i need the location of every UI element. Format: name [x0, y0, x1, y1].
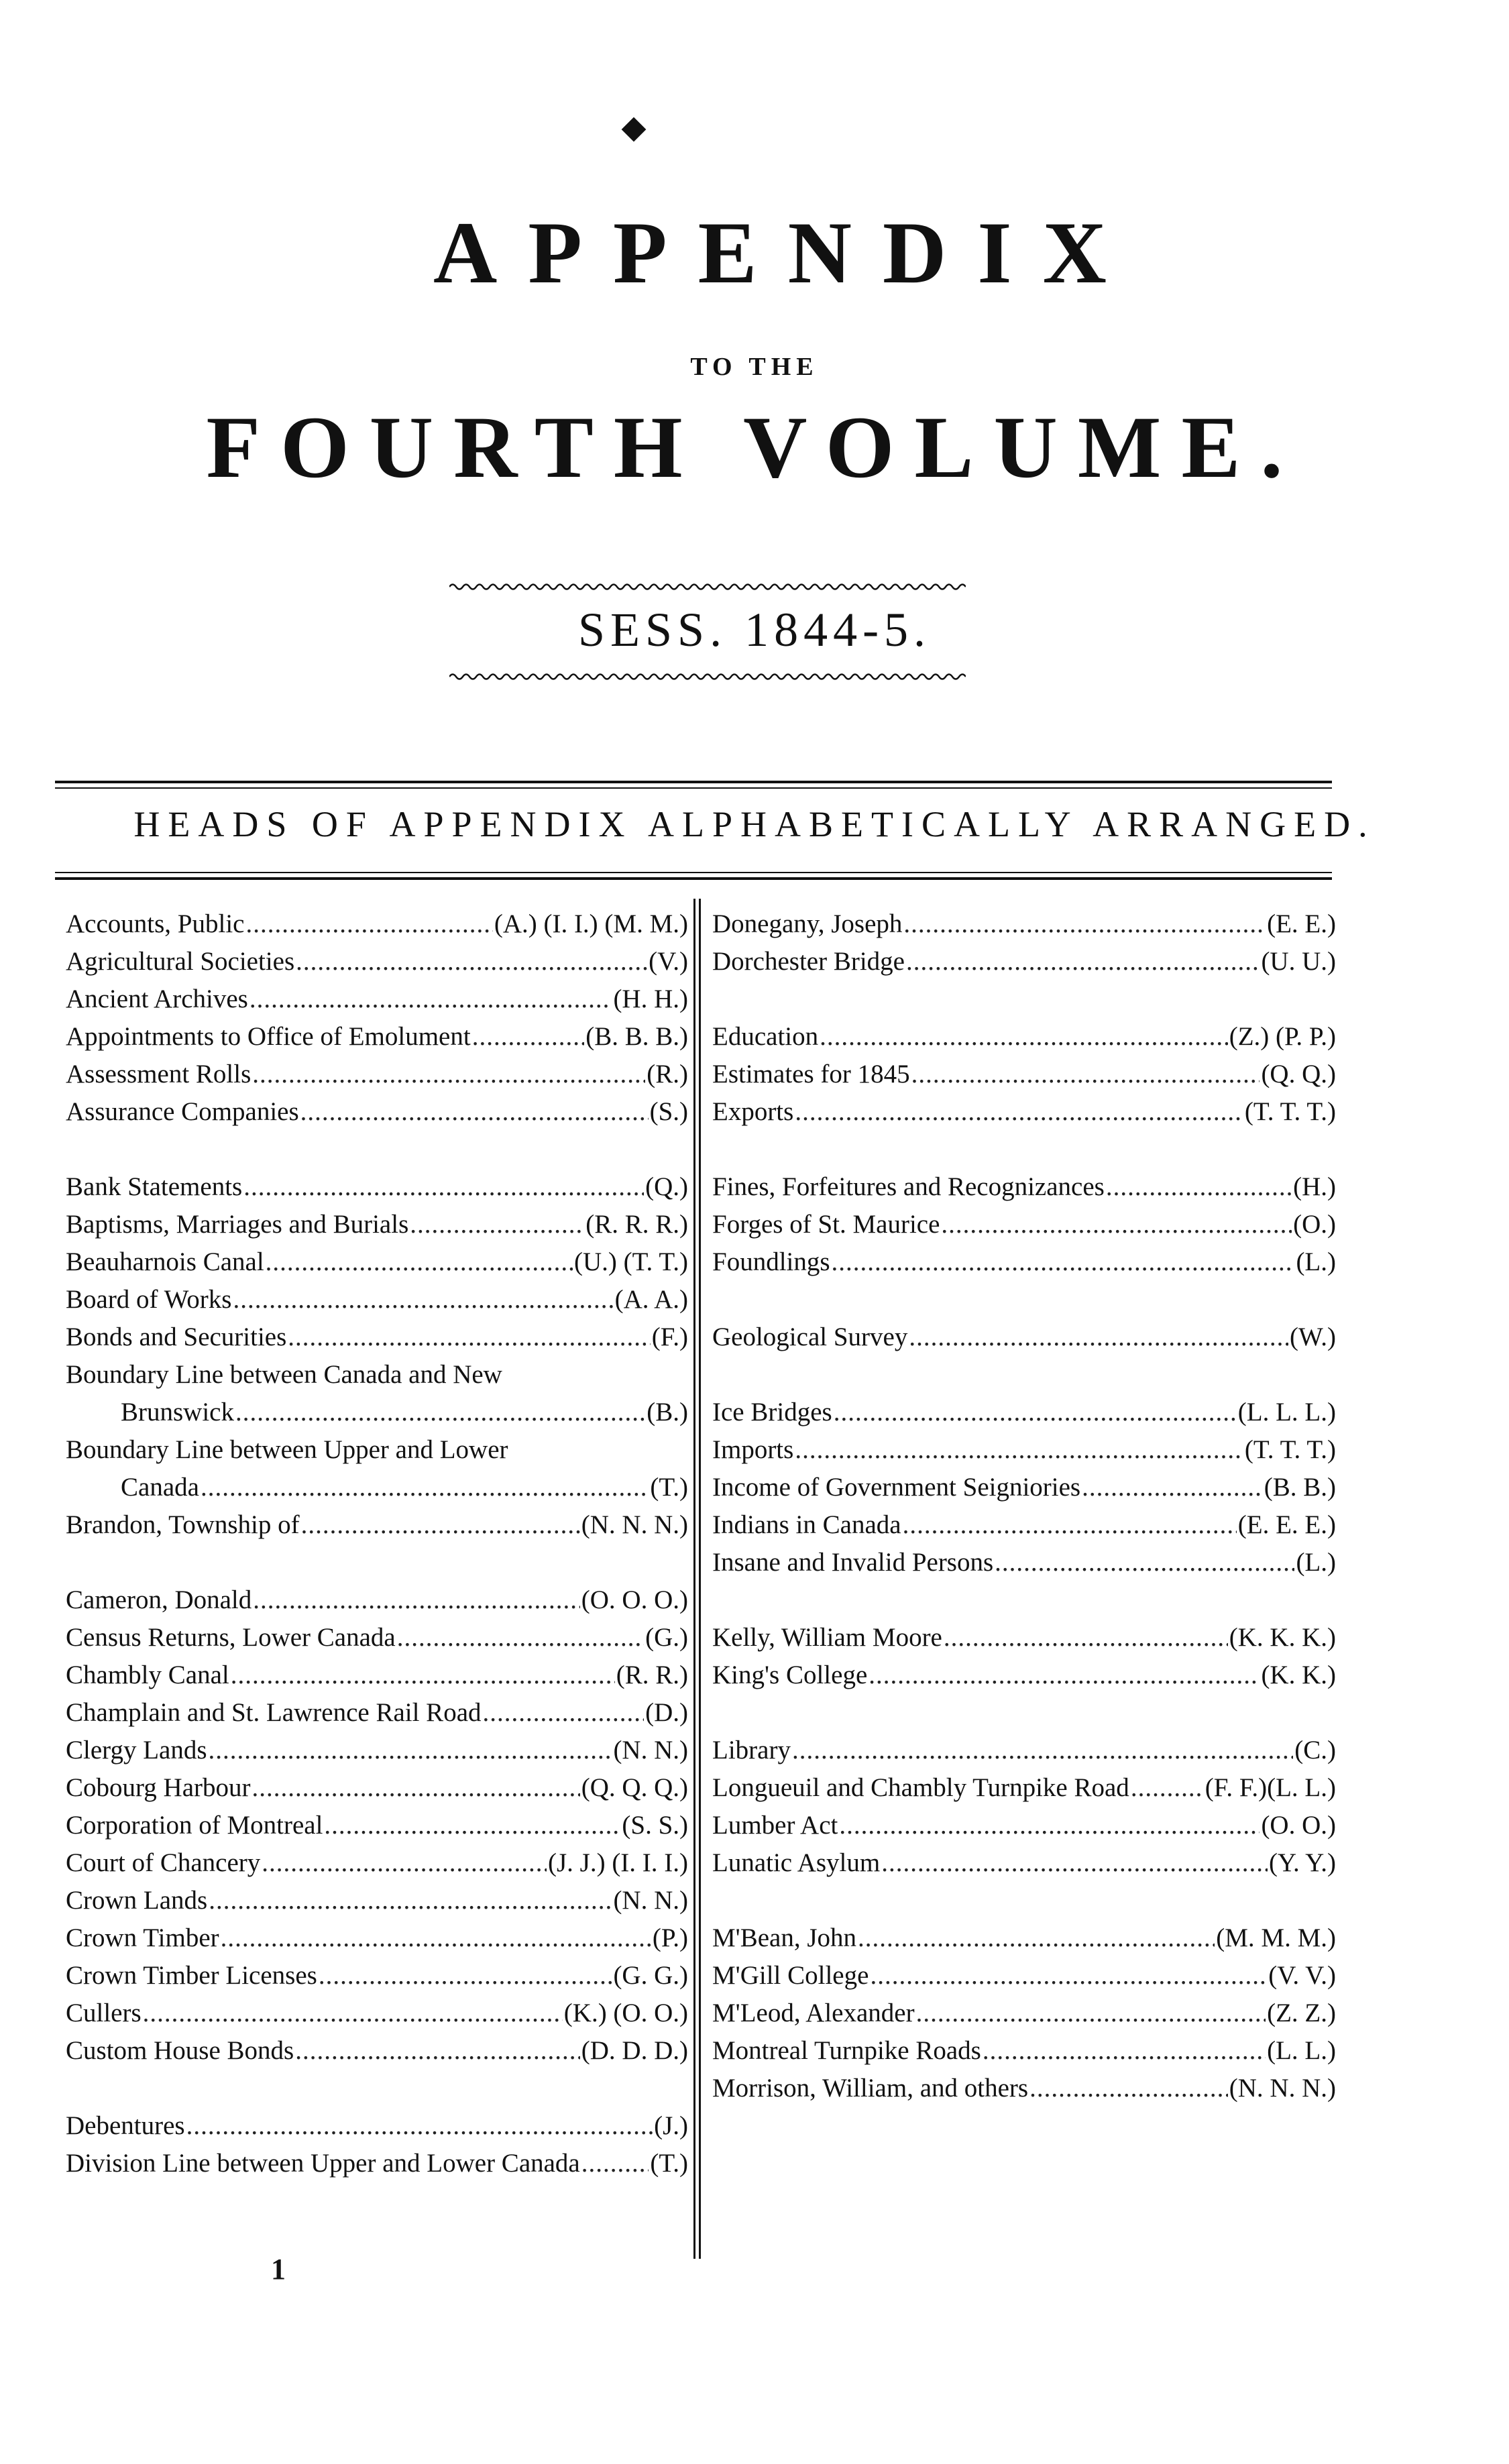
index-entry: Crown Lands ..... (N. N.)	[66, 1882, 688, 1919]
section-heading: HEADS OF APPENDIX ALPHABETICALLY ARRANGED.	[133, 804, 1376, 844]
index-entry: Beauharnois Canal ..... (U.) (T. T.)	[66, 1243, 688, 1281]
index-entry: Boundary Line between Canada and New	[66, 1360, 502, 1389]
index-entry: King's College ..... (K. K.)	[712, 1657, 1336, 1694]
index-entry: Boundary Line between Upper and Lower	[66, 1435, 508, 1464]
index-entry: Board of Works ..... (A. A.)	[66, 1281, 688, 1319]
index-entry: Geological Survey ..... (W.)	[712, 1319, 1336, 1356]
index-entry: Division Line between Upper and Lower Canada ..... (T.)	[66, 2145, 688, 2182]
index-entry: Montreal Turnpike Roads ..... (L. L.)	[712, 2032, 1336, 2070]
index-entry: Court of Chancery ..... (J. J.) (I. I. I.)	[66, 1844, 688, 1882]
index-column-left	[66, 905, 688, 2182]
index-entry: Foundlings ..... (L.)	[712, 1243, 1336, 1281]
title-volume: FOURTH VOLUME.	[206, 398, 1303, 496]
index-entry: Census Returns, Lower Canada ..... (G.)	[66, 1619, 688, 1657]
index-entry: Longueuil and Chambly Turnpike Road ..... (F. F.)(L. L.)	[712, 1769, 1336, 1807]
index-entry: Agricultural Societies ..... (V.)	[66, 943, 688, 981]
index-entry: Bank Statements ..... (Q.)	[66, 1168, 688, 1206]
column-divider-1	[693, 899, 695, 2259]
index-entry: Dorchester Bridge ..... (U. U.)	[712, 943, 1336, 981]
index-entry: Indians in Canada ..... (E. E. E.)	[712, 1506, 1336, 1544]
index-entry: Corporation of Montreal ..... (S. S.)	[66, 1807, 688, 1844]
index-entry: Donegany, Joseph ..... (E. E.)	[712, 905, 1336, 943]
double-rule-top-2	[55, 787, 1332, 789]
session-label: SESS. 1844-5.	[577, 603, 932, 657]
index-entry: Bonds and Securities ..... (F.)	[66, 1319, 688, 1356]
index-entry: Ancient Archives ..... (H. H.)	[66, 981, 688, 1018]
index-entry: Crown Timber ..... (P.)	[66, 1919, 688, 1957]
index-entry: Estimates for 1845 ..... (Q. Q.)	[712, 1056, 1336, 1093]
index-entry: Fines, Forfeitures and Recognizances ..... (H.)	[712, 1168, 1336, 1206]
column-divider-2	[699, 899, 701, 2259]
wavy-rule-bottom	[449, 671, 966, 683]
wavy-rule-top	[449, 581, 966, 593]
index-entry: Brandon, Township of ..... (N. N. N.)	[66, 1506, 688, 1544]
index-entry: Chambly Canal ..... (R. R.)	[66, 1657, 688, 1694]
index-entry: Morrison, William, and others ..... (N. N. N.)	[712, 2070, 1336, 2107]
index-entry: Forges of St. Maurice ..... (O.)	[712, 1206, 1336, 1243]
index-entry: Lumber Act ..... (O. O.)	[712, 1807, 1336, 1844]
double-rule-top-1	[55, 781, 1332, 783]
index-entry: Assurance Companies ..... (S.)	[66, 1093, 688, 1131]
index-entry: Crown Timber Licenses ..... (G. G.)	[66, 1957, 688, 1995]
index-entry: Assessment Rolls ..... (R.)	[66, 1056, 688, 1093]
index-entry: Education ..... (Z.) (P. P.)	[712, 1018, 1336, 1056]
index-entry: Insane and Invalid Persons ..... (L.)	[712, 1544, 1336, 1581]
index-entry: Library ..... (C.)	[712, 1732, 1336, 1769]
index-column-right	[712, 905, 1336, 2107]
index-entry: Accounts, Public ..... (A.) (I. I.) (M. M.)	[66, 905, 688, 943]
page-number: 1	[271, 2253, 286, 2286]
index-entry: Clergy Lands ..... (N. N.)	[66, 1732, 688, 1769]
index-entry: Ice Bridges ..... (L. L. L.)	[712, 1394, 1336, 1431]
index-entry: Cameron, Donald ..... (O. O. O.)	[66, 1581, 688, 1619]
index-entry: Canada ..... (T.)	[66, 1469, 688, 1506]
ornament-dot	[622, 117, 647, 142]
index-entry: Exports ..... (T. T. T.)	[712, 1093, 1336, 1131]
index-entry: Baptisms, Marriages and Burials ..... (R. R. R.)	[66, 1206, 688, 1243]
double-rule-bottom-1	[55, 872, 1332, 873]
index-entry: Kelly, William Moore ..... (K. K. K.)	[712, 1619, 1336, 1657]
double-rule-bottom-2	[55, 877, 1332, 880]
index-entry: M'Gill College ..... (V. V.)	[712, 1957, 1336, 1995]
index-entry: Income of Government Seigniories ..... (B. B.)	[712, 1469, 1336, 1506]
title-appendix: APPENDIX	[433, 203, 1137, 302]
index-entry: Champlain and St. Lawrence Rail Road ..... (D.)	[66, 1694, 688, 1732]
index-entry: M'Bean, John ..... (M. M. M.)	[712, 1919, 1336, 1957]
index-entry: Cobourg Harbour ..... (Q. Q. Q.)	[66, 1769, 688, 1807]
index-entry: Debentures ..... (J.)	[66, 2107, 688, 2145]
subtitle-to-the: TO THE	[690, 353, 819, 381]
index-entry: Custom House Bonds ..... (D. D. D.)	[66, 2032, 688, 2070]
index-entry: Lunatic Asylum ..... (Y. Y.)	[712, 1844, 1336, 1882]
index-entry: Imports ..... (T. T. T.)	[712, 1431, 1336, 1469]
index-entry: Appointments to Office of Emolument ..... (B. B. B.)	[66, 1018, 688, 1056]
index-entry: M'Leod, Alexander ..... (Z. Z.)	[712, 1995, 1336, 2032]
index-entry: Cullers ..... (K.) (O. O.)	[66, 1995, 688, 2032]
index-entry: Brunswick ..... (B.)	[66, 1394, 688, 1431]
